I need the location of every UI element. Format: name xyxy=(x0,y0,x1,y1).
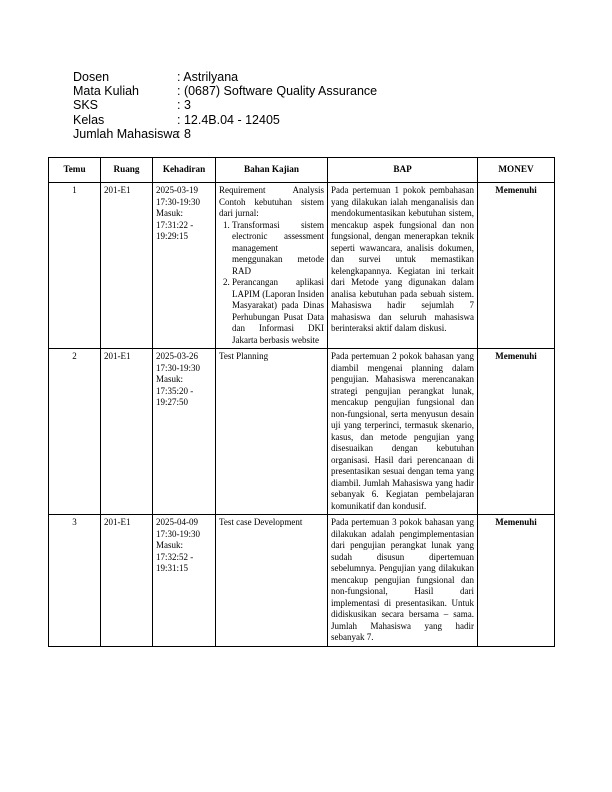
bahan-intro: Test Planning xyxy=(219,351,269,361)
info-label: SKS xyxy=(73,98,99,113)
cell-bahan-kajian xyxy=(216,515,328,647)
info-label: Kelas xyxy=(73,112,105,127)
info-row-mata-kuliah xyxy=(73,84,377,98)
attendance-masuk: 17:35:20 - xyxy=(156,385,194,396)
cell-monev: Memenuhi xyxy=(478,349,555,515)
cell-bahan-kajian xyxy=(216,183,328,349)
course-info-header xyxy=(73,70,377,141)
cell-temu: 3 xyxy=(49,515,101,647)
attendance-masuk-label: Masuk: xyxy=(156,208,183,218)
bahan-intro: Requirement Analysis Contoh kebutuhan sistem dari jurnal: xyxy=(219,185,324,218)
info-value: : Astrilyana xyxy=(177,70,239,84)
cell-monev: Memenuhi xyxy=(478,183,555,349)
attendance-keluar: 19:31:15 xyxy=(156,563,189,573)
attendance-date: 2025-04-09 xyxy=(156,517,198,527)
cell-bap: Pada pertemuan 1 pokok pembahasan yang dilakukan ialah menganalisis dan mendokumentasikan kebutuhan sistem, mencakup aspek fungsional dan non fungsional, dengan menerapkan teknik seperti wawancara, analisis dokumen, dan survei untuk memastikan kelengkapannya. Kegiatan ini terkait dari Metode yang digunakan dalam analisa kebutuhan pada sebuah sistem. Mahasiswa hadir sejumlah 7 mahasiswa dan seluruh mahasiswa berinteraksi aktif dalam diskusi. xyxy=(328,183,478,349)
attendance-date: 2025-03-19 xyxy=(156,185,198,195)
table-row xyxy=(49,515,555,647)
table-row xyxy=(49,349,555,515)
cell-ruang: 201-E1 xyxy=(101,349,153,515)
info-label: Jumlah Mahasiswa xyxy=(73,126,180,141)
bahan-list xyxy=(219,220,324,347)
bap-table xyxy=(48,157,555,647)
cell-temu: 1 xyxy=(49,183,101,349)
cell-ruang: 201-E1 xyxy=(101,515,153,647)
table-header-row xyxy=(49,158,555,183)
cell-kehadiran xyxy=(153,515,216,647)
cell-bahan-kajian xyxy=(216,349,328,515)
cell-monev: Memenuhi xyxy=(478,515,555,647)
cell-kehadiran xyxy=(153,183,216,349)
cell-temu: 2 xyxy=(49,349,101,515)
bahan-intro: Test case Development xyxy=(219,517,303,527)
attendance-keluar: 19:27:50 xyxy=(156,397,189,407)
list-item: 1. Transformasi sistem electronic assessment management menggunakan metode RAD xyxy=(232,220,324,278)
attendance-keluar: 19:29:15 xyxy=(156,231,189,241)
attendance-date: 2025-03-26 xyxy=(156,351,198,361)
cell-bap: Pada pertemuan 2 pokok bahasan yang diambil mengenai planning dalam pengujian. Mahasiswa merencanakan strategi pengujian perangkat lunak, mencakup pengujian fungsional dan non-fungsional, serta menyusun desain uji yang terperinci, termasuk skenario, kasus, dan metode pengujian yang disesuaikan dengan kebutuhan organisasi. Hasil dari perencanaan di presentasikan sesuai dengan tema yang diambil. Jumlah Mahasiswa yang hadir sebanyak 6. Kegiatan pembelajaran komunikatif dan kondusif. xyxy=(328,349,478,515)
attendance-time: 17:30-19:30 xyxy=(156,196,200,207)
info-row-dosen xyxy=(73,70,377,84)
info-row-kelas xyxy=(73,113,377,127)
info-value: : (0687) Software Quality Assurance xyxy=(177,84,378,99)
attendance-masuk-label: Masuk: xyxy=(156,540,183,550)
column-header-monev: MONEV xyxy=(478,158,555,183)
table-row xyxy=(49,183,555,349)
info-value: : 12.4B.04 - 12405 xyxy=(177,112,280,127)
column-header-bap: BAP xyxy=(328,158,478,183)
info-value: : 8 xyxy=(177,126,191,141)
cell-bap: Pada pertemuan 3 pokok bahasan yang dilakukan adalah pengimplementasian dari pengujian perangkat lunak yang sudah disusun dipertemuan sebelumnya. Pengujian yang dilakukan mencakup pengujian fungsional dan non-fungsional, Hasil dari implementasi di presentasikan. Untuk didiskusikan secara bersama – sama. Jumlah Mahasiswa yang hadir sebanyak 7. xyxy=(328,515,478,647)
info-row-jumlah-mahasiswa xyxy=(73,127,377,141)
column-header-ruang: Ruang xyxy=(101,158,153,183)
attendance-masuk: 17:31:22 - xyxy=(156,219,194,230)
column-header-temu: Temu xyxy=(49,158,101,183)
list-item: 2. Perancangan aplikasi LAPIM (Laporan Insiden Masyarakat) pada Dinas Perhubungan Pusat Data dan Informasi DKI Jakarta berbasis website xyxy=(232,277,324,346)
info-label: Dosen xyxy=(73,70,110,84)
attendance-time: 17:30-19:30 xyxy=(156,362,200,373)
info-label: Mata Kuliah xyxy=(73,84,140,99)
column-header-kehadiran: Kehadiran xyxy=(153,158,216,183)
column-header-bahan-kajian: Bahan Kajian xyxy=(216,158,328,183)
info-row-sks xyxy=(73,98,377,112)
attendance-time: 17:30-19:30 xyxy=(156,528,200,539)
cell-ruang: 201-E1 xyxy=(101,183,153,349)
attendance-masuk: 17:32:52 - xyxy=(156,551,194,562)
attendance-masuk-label: Masuk: xyxy=(156,374,183,384)
cell-kehadiran xyxy=(153,349,216,515)
info-value: : 3 xyxy=(177,98,191,113)
